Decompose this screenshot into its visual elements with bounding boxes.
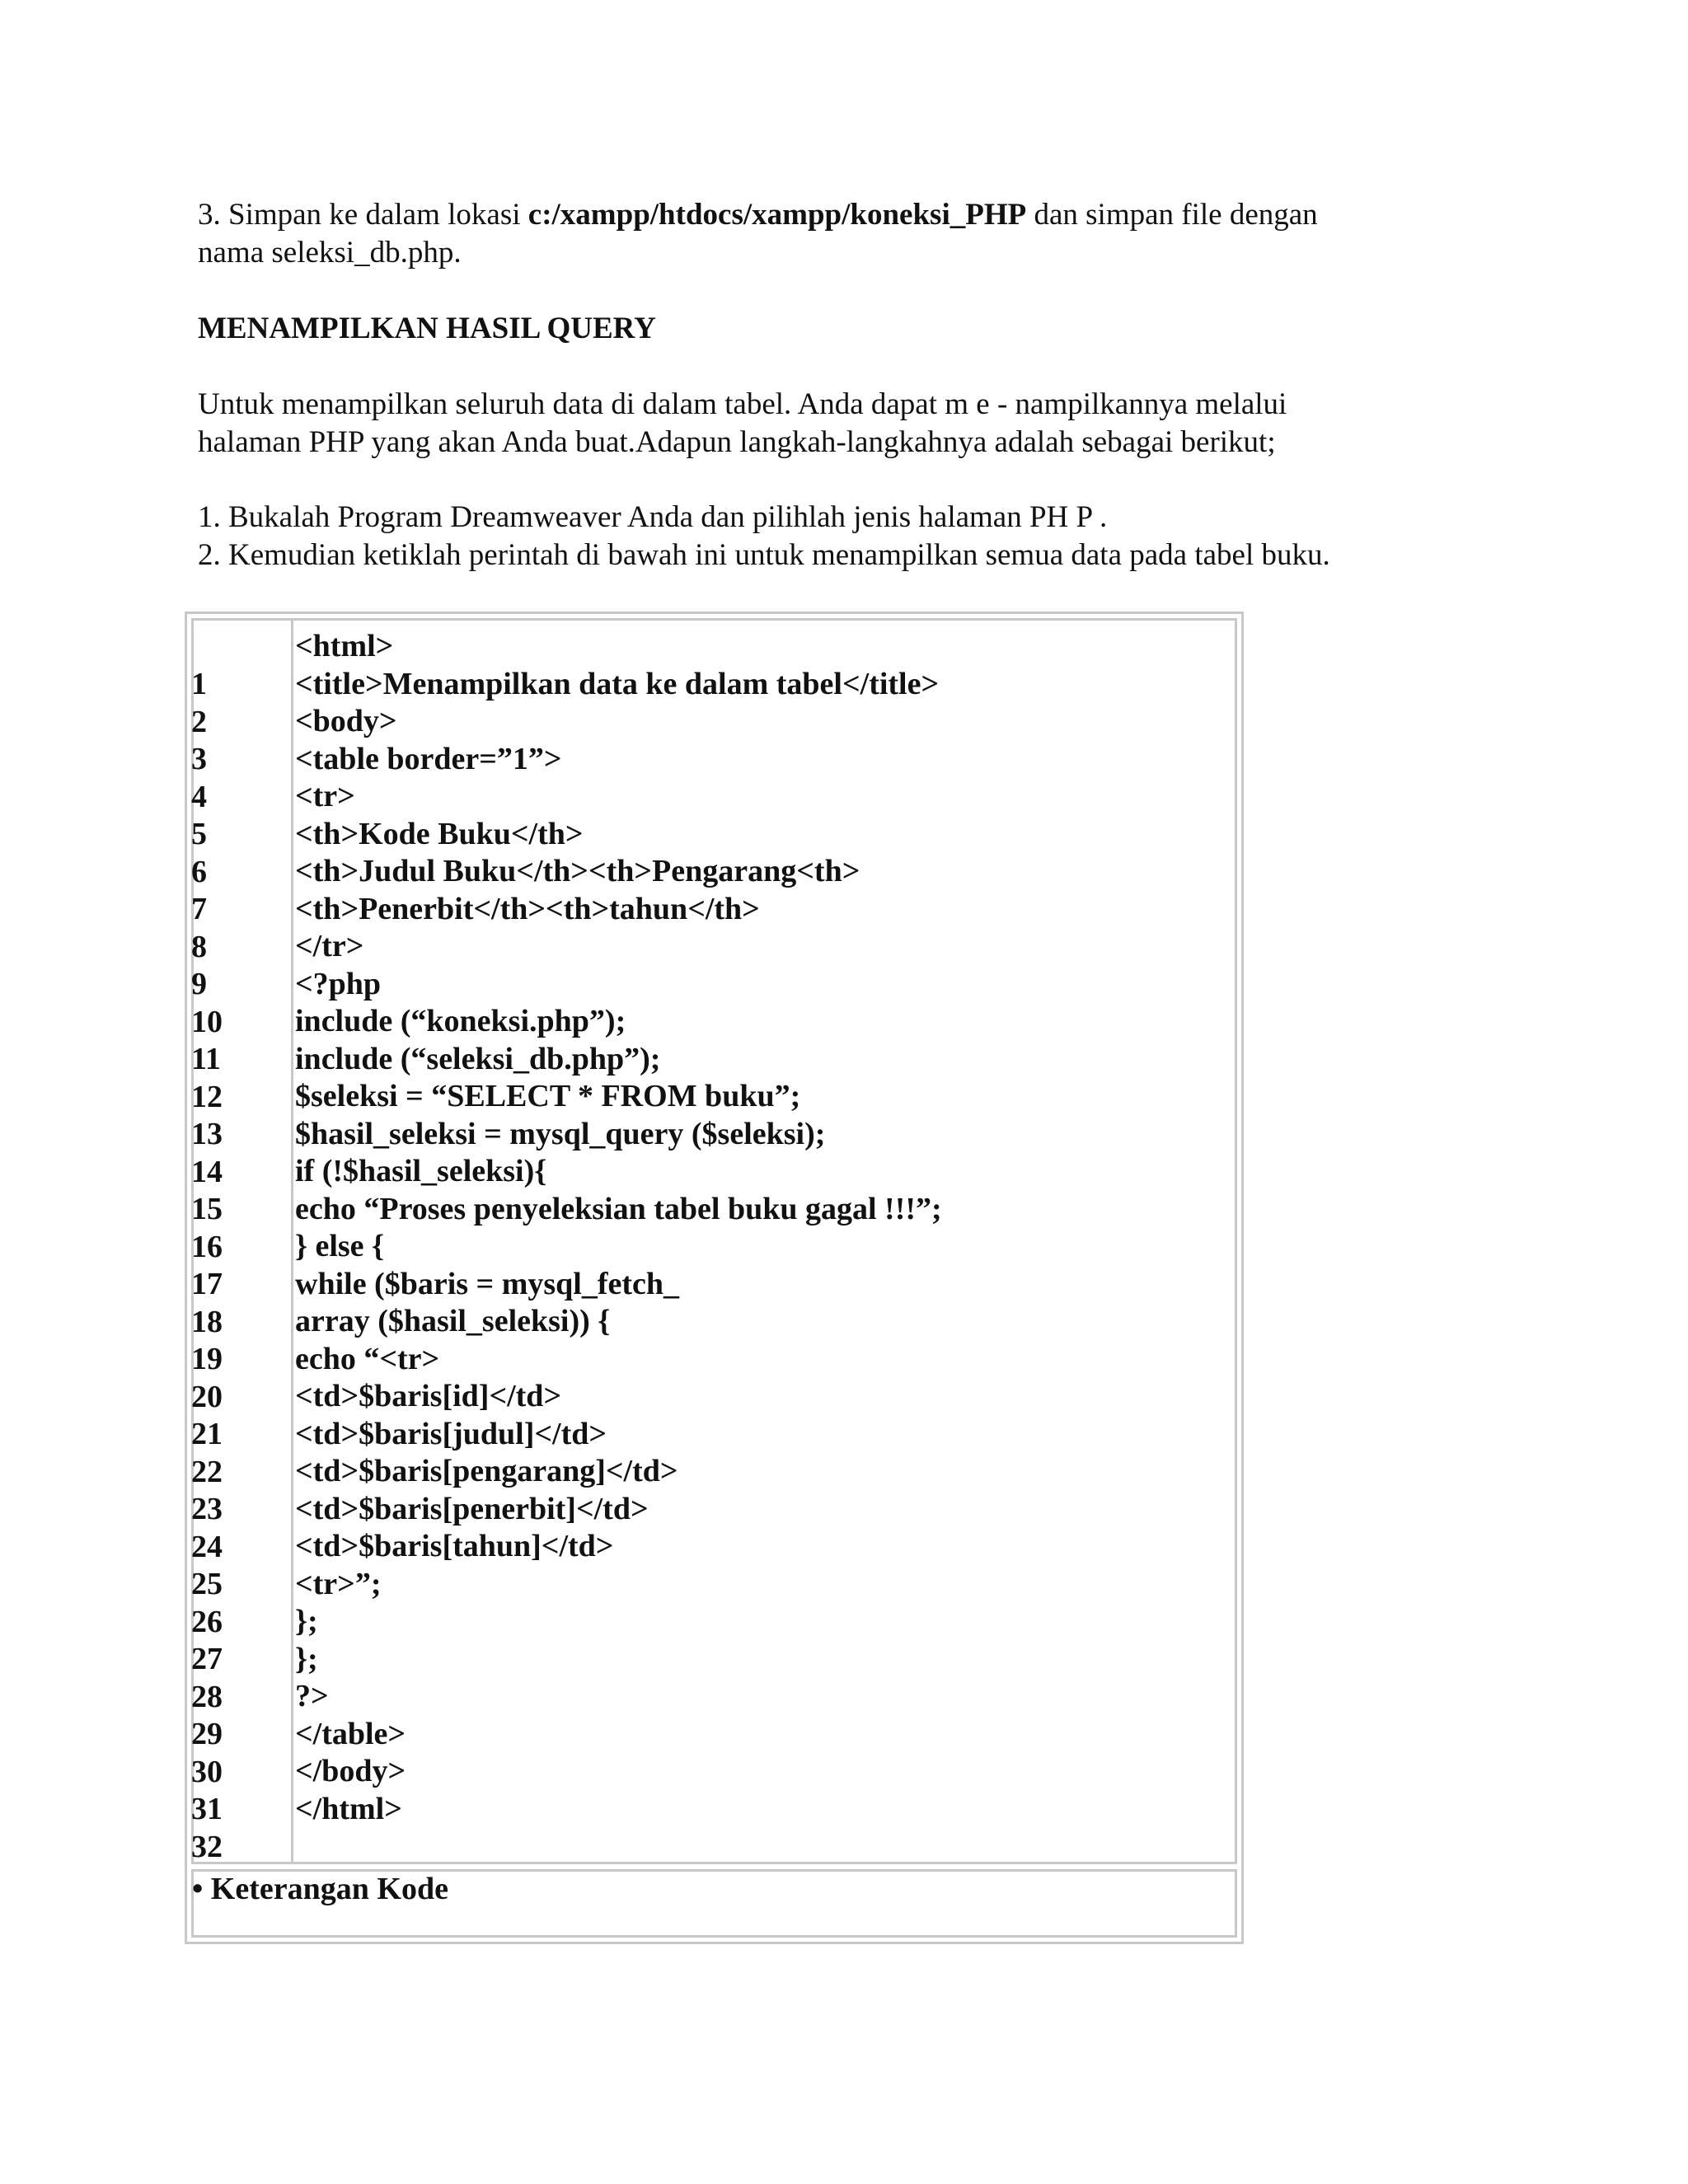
steps-list [198,499,1330,574]
code-line: </html> [295,1791,402,1826]
step3-text-suffix: dan simpan file dengan [1026,198,1318,232]
code-line: array ($hasil_seleksi)) { [295,1304,611,1338]
step3-text-prefix: 3. Simpan ke dalam lokasi [198,198,528,232]
line-number: 13 [191,1117,223,1151]
line-number: 10 [191,1004,223,1039]
code-line: <th>Judul Buku</th><th>Pengarang<th> [295,854,860,888]
code-line: <td>$baris[tahun]</td> [295,1529,614,1563]
intro-line2: halaman PHP yang akan Anda buat.Adapun langkah-langkahnya adalah sebagai berikut; [198,425,1276,459]
code-line: while ($baris = mysql_fetch_ [295,1266,680,1301]
code-line: $hasil_seleksi = mysql_query ($seleksi); [295,1116,826,1151]
code-line: $seleksi = “SELECT * FROM buku”; [295,1079,801,1113]
code-line: <td>$baris[id]</td> [295,1379,562,1413]
intro-paragraph [198,386,1287,462]
line-number: 16 [191,1229,223,1264]
code-line: } else { [295,1229,385,1263]
column-divider [291,618,293,1864]
code-line: echo “<tr> [295,1341,440,1376]
line-number: 25 [191,1567,223,1601]
line-number: 6 [191,854,207,889]
step-2: 2. Kemudian ketiklah perintah di bawah ini untuk menampilkan semua data pada tabel buku. [198,538,1330,572]
code-line: <th>Penerbit</th><th>tahun</th> [295,891,760,926]
line-number: 23 [191,1492,223,1526]
line-number: 30 [191,1754,223,1789]
line-number: 22 [191,1454,223,1489]
note-label: • Keterangan Kode [192,1872,448,1906]
code-line: <body> [295,704,397,738]
step-1: 1. Bukalah Program Dreamweaver Anda dan pilihlah jenis halaman PH P . [198,500,1108,534]
line-number: 27 [191,1642,223,1676]
line-number: 17 [191,1267,223,1301]
line-number: 28 [191,1679,223,1714]
line-number: 12 [191,1079,223,1114]
code-line: <html> [295,629,394,663]
line-number: 19 [191,1342,223,1376]
line-number: 24 [191,1529,223,1564]
code-line: <th>Kode Buku</th> [295,816,584,851]
line-number: 14 [191,1154,223,1189]
line-number: 15 [191,1192,223,1226]
code-line: <td>$baris[pengarang]</td> [295,1454,678,1488]
line-number: 32 [191,1829,223,1864]
step3-paragraph [198,196,1318,272]
code-column [295,628,942,1828]
line-number: 18 [191,1304,223,1339]
line-number: 7 [191,892,207,926]
line-number: 5 [191,817,207,851]
code-line: </table> [295,1716,406,1751]
code-line: <table border=”1”> [295,741,562,776]
code-line: </tr> [295,929,364,963]
code-line: <td>$baris[judul]</td> [295,1416,607,1451]
line-number: 3 [191,742,207,776]
line-number: 4 [191,779,207,814]
code-line: <title>Menampilkan data ke dalam tabel</title> [295,666,940,701]
code-line: <tr>”; [295,1566,382,1601]
line-number: 8 [191,929,207,964]
section-heading: MENAMPILKAN HASIL QUERY [198,312,656,345]
code-line: <?php [295,966,382,1001]
line-number-column [191,666,223,1866]
code-line: }; [295,1641,318,1676]
line-number: 9 [191,967,207,1001]
line-number: 2 [191,704,207,739]
code-line: <tr> [295,779,355,813]
line-number: 1 [191,667,207,701]
code-line: ?> [295,1679,329,1713]
code-line: include (“seleksi_db.php”); [295,1041,661,1076]
step3-path: c:/xampp/htdocs/xampp/koneksi_PHP [528,198,1027,232]
intro-line1: Untuk menampilkan seluruh data di dalam tabel. Anda dapat m e - nampilkannya melalui [198,387,1287,421]
line-number: 21 [191,1417,223,1451]
line-number: 31 [191,1792,223,1826]
line-number: 20 [191,1379,223,1414]
code-line: echo “Proses penyeleksian tabel buku gagal !!!”; [295,1191,942,1226]
code-line: include (“koneksi.php”); [295,1004,626,1038]
code-line: }; [295,1604,318,1638]
code-line: if (!$hasil_seleksi){ [295,1154,547,1188]
step3-line2: nama seleksi_db.php. [198,236,462,269]
code-line: </body> [295,1754,406,1788]
line-number: 11 [191,1042,221,1076]
code-line: <td>$baris[penerbit]</td> [295,1491,649,1526]
line-number: 26 [191,1604,223,1639]
line-number: 29 [191,1717,223,1751]
